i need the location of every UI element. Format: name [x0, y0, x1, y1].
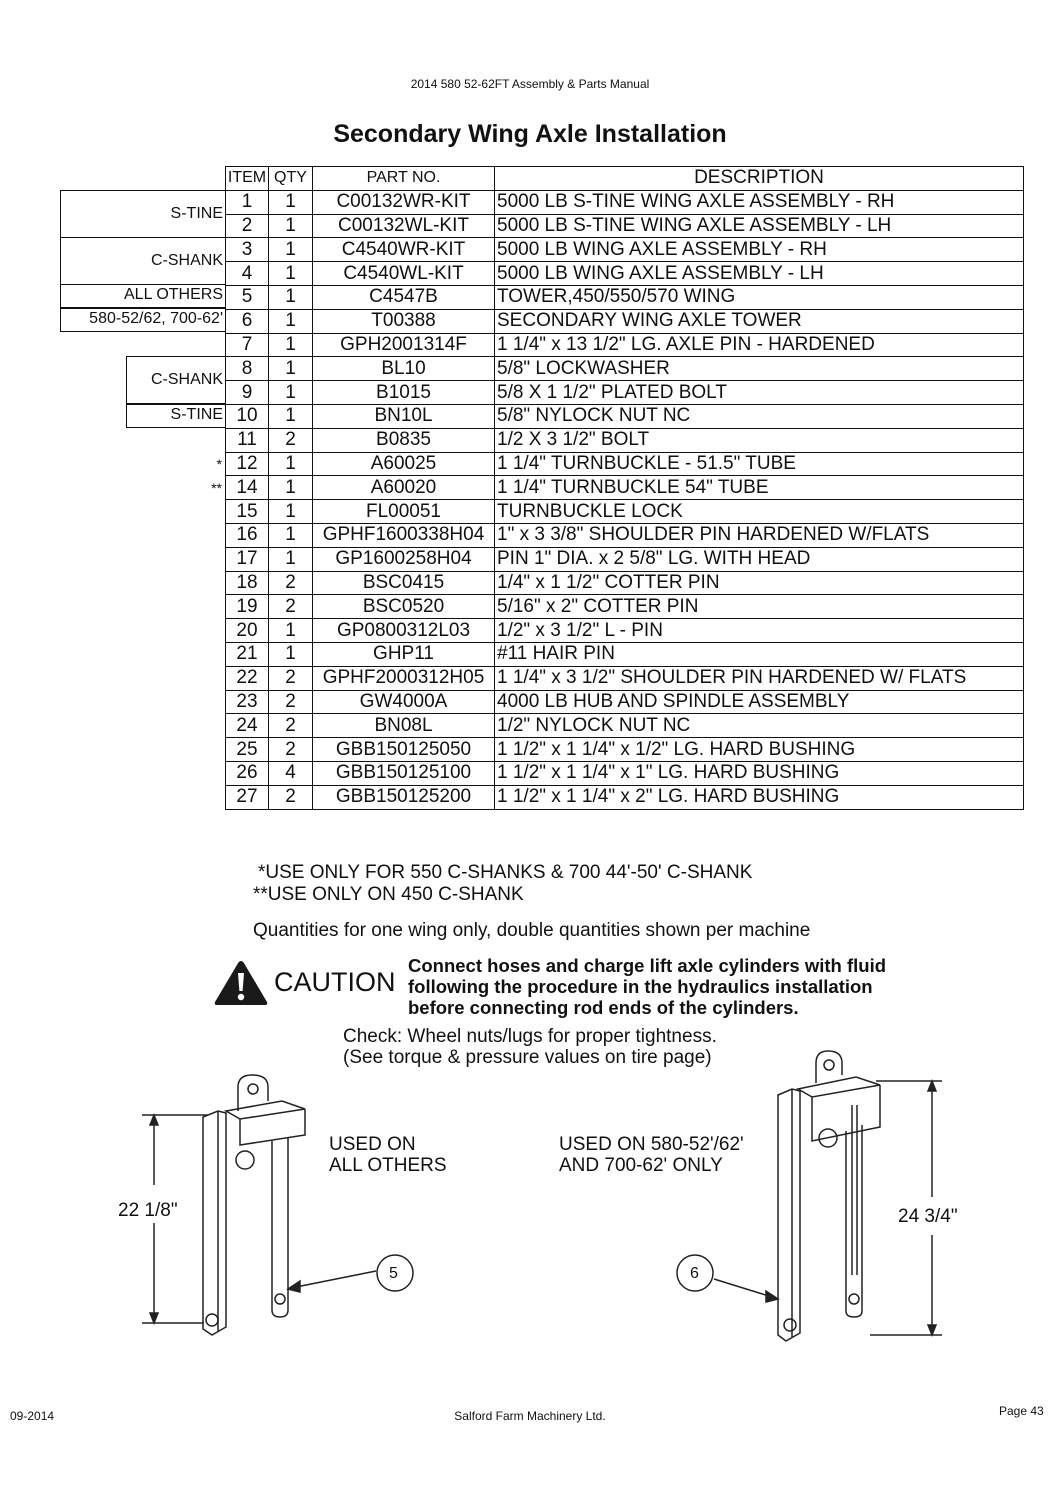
right-figure-label-line-2: AND 700-62' ONLY	[559, 1155, 723, 1176]
part-number-cell: C00132WL-KIT	[313, 214, 495, 238]
qty-cell: 1	[269, 333, 313, 357]
part-number-cell: C4540WL-KIT	[313, 262, 495, 286]
item-cell: 20	[226, 619, 269, 643]
qty-cell: 1	[269, 381, 313, 405]
footer-page-number: Page 43	[999, 1404, 1044, 1418]
item-cell: 4	[226, 262, 269, 286]
description-cell: 5000 LB WING AXLE ASSEMBLY - RH	[495, 238, 1024, 262]
item-cell: 3	[226, 238, 269, 262]
table-row	[226, 333, 1024, 357]
item-cell: 10	[226, 404, 269, 428]
qty-cell: 2	[269, 690, 313, 714]
left-figure-dimension: 22 1/8"	[118, 1200, 178, 1221]
item-cell: 1	[226, 190, 269, 214]
table-row	[226, 309, 1024, 333]
item-cell: 8	[226, 357, 269, 381]
quantities-note: Quantities for one wing only, double quantities shown per machine	[253, 920, 811, 941]
table-row	[226, 523, 1024, 547]
description-cell: 1 1/4" x 3 1/2" SHOULDER PIN HARDENED W/ FLATS	[495, 666, 1024, 690]
qty-cell: 1	[269, 309, 313, 333]
table-row	[226, 357, 1024, 381]
part-number-cell: C4547B	[313, 285, 495, 309]
part-number-cell: BN08L	[313, 714, 495, 738]
qty-cell: 2	[269, 714, 313, 738]
part-number-cell: B0835	[313, 428, 495, 452]
left-figure-label-line-2: ALL OTHERS	[329, 1155, 447, 1176]
qty-cell: 2	[269, 595, 313, 619]
group-label-stine-hardware: S-TINE	[126, 404, 226, 428]
description-cell: 1 1/4" TURNBUCKLE 54" TUBE	[495, 476, 1024, 500]
description-cell: 1/2" x 3 1/2" L - PIN	[495, 619, 1024, 643]
qty-cell: 1	[269, 262, 313, 286]
part-number-cell: C00132WR-KIT	[313, 190, 495, 214]
description-cell: TOWER,450/550/570 WING	[495, 285, 1024, 309]
right-figure-dimension: 24 3/4"	[898, 1206, 958, 1227]
item-cell: 7	[226, 333, 269, 357]
group-label-stine: S-TINE	[60, 190, 226, 238]
parts-table	[225, 166, 1024, 810]
qty-cell: 1	[269, 214, 313, 238]
qty-cell: 1	[269, 476, 313, 500]
table-row	[226, 452, 1024, 476]
table-row	[226, 738, 1024, 762]
item-cell: 24	[226, 714, 269, 738]
table-row	[226, 785, 1024, 809]
check-line-1: Check: Wheel nuts/lugs for proper tightness.	[343, 1026, 717, 1047]
description-cell: 4000 LB HUB AND SPINDLE ASSEMBLY	[495, 690, 1024, 714]
qty-cell: 2	[269, 571, 313, 595]
group-label-models: 580-52/62, 700-62'	[60, 308, 226, 332]
part-number-cell: FL00051	[313, 500, 495, 524]
part-number-cell: BL10	[313, 357, 495, 381]
item-cell: 23	[226, 690, 269, 714]
qty-cell: 1	[269, 452, 313, 476]
part-number-cell: GP1600258H04	[313, 547, 495, 571]
item-cell: 17	[226, 547, 269, 571]
qty-cell: 1	[269, 642, 313, 666]
part-number-cell: A60020	[313, 476, 495, 500]
qty-cell: 1	[269, 238, 313, 262]
item-cell: 12	[226, 452, 269, 476]
part-number-cell: GPHF2000312H05	[313, 666, 495, 690]
description-cell: 1" x 3 3/8" SHOULDER PIN HARDENED W/FLATS	[495, 523, 1024, 547]
item-cell: 9	[226, 381, 269, 405]
right-figure-callout-number: 6	[690, 1265, 699, 1282]
description-cell: SECONDARY WING AXLE TOWER	[495, 309, 1024, 333]
page-title: Secondary Wing Axle Installation	[333, 120, 727, 148]
footnote-double-star: **USE ONLY ON 450 C-SHANK	[253, 884, 524, 905]
table-row	[226, 190, 1024, 214]
table-row	[226, 619, 1024, 643]
caution-line-3: before connecting rod ends of the cylinders.	[408, 997, 799, 1018]
table-row	[226, 404, 1024, 428]
check-line-2: (See torque & pressure values on tire page)	[343, 1047, 712, 1068]
table-row	[226, 500, 1024, 524]
part-number-cell: A60025	[313, 452, 495, 476]
part-number-cell: GHP11	[313, 642, 495, 666]
caution-line-2: following the procedure in the hydraulics installation	[408, 976, 873, 997]
part-number-cell: GBB150125200	[313, 785, 495, 809]
left-figure-callout-number: 5	[389, 1265, 398, 1282]
caution-label: CAUTION	[274, 967, 396, 997]
part-number-cell: BN10L	[313, 404, 495, 428]
table-row	[226, 381, 1024, 405]
description-cell: PIN 1" DIA. x 2 5/8" LG. WITH HEAD	[495, 547, 1024, 571]
table-row	[226, 571, 1024, 595]
item-cell: 14	[226, 476, 269, 500]
right-figure-label-line-1: USED ON 580-52'/62'	[559, 1134, 744, 1155]
qty-cell: 1	[269, 190, 313, 214]
table-row	[226, 476, 1024, 500]
footnote-single-star: *USE ONLY FOR 550 C-SHANKS & 700 44'-50' C-SHANK	[258, 862, 753, 883]
footer-company: Salford Farm Machinery Ltd.	[454, 1409, 606, 1423]
table-row	[226, 595, 1024, 619]
item-cell: 26	[226, 761, 269, 785]
table-row	[226, 214, 1024, 238]
qty-cell: 2	[269, 666, 313, 690]
item-cell: 6	[226, 309, 269, 333]
qty-cell: 2	[269, 785, 313, 809]
column-header-part-no: PART NO.	[313, 167, 495, 191]
description-cell: 1 1/4" TURNBUCKLE - 51.5" TUBE	[495, 452, 1024, 476]
qty-cell: 1	[269, 500, 313, 524]
qty-cell: 4	[269, 761, 313, 785]
table-row	[226, 285, 1024, 309]
description-cell: 5/8" LOCKWASHER	[495, 357, 1024, 381]
description-cell: 5/16" x 2" COTTER PIN	[495, 595, 1024, 619]
item-cell: 27	[226, 785, 269, 809]
description-cell: 5000 LB WING AXLE ASSEMBLY - LH	[495, 262, 1024, 286]
footnote-mark-single: *	[216, 456, 222, 472]
description-cell: TURNBUCKLE LOCK	[495, 500, 1024, 524]
table-row	[226, 428, 1024, 452]
qty-cell: 1	[269, 547, 313, 571]
item-cell: 15	[226, 500, 269, 524]
description-cell: #11 HAIR PIN	[495, 642, 1024, 666]
qty-cell: 1	[269, 523, 313, 547]
item-cell: 11	[226, 428, 269, 452]
left-figure-label-line-1: USED ON	[329, 1134, 416, 1155]
group-label-cshank-hardware: C-SHANK	[126, 356, 226, 404]
item-cell: 22	[226, 666, 269, 690]
group-label-cshank: C-SHANK	[60, 237, 226, 285]
part-number-cell: BSC0520	[313, 595, 495, 619]
part-number-cell: GP0800312L03	[313, 619, 495, 643]
part-number-cell: GBB150125050	[313, 738, 495, 762]
item-cell: 5	[226, 285, 269, 309]
item-cell: 16	[226, 523, 269, 547]
qty-cell: 1	[269, 285, 313, 309]
footer-date: 09-2014	[10, 1409, 55, 1423]
description-cell: 1/4" x 1 1/2" COTTER PIN	[495, 571, 1024, 595]
table-row	[226, 547, 1024, 571]
qty-cell: 1	[269, 404, 313, 428]
caution-line-1: Connect hoses and charge lift axle cylinders with fluid	[408, 955, 887, 976]
qty-cell: 1	[269, 357, 313, 381]
description-cell: 1/2" NYLOCK NUT NC	[495, 714, 1024, 738]
item-cell: 19	[226, 595, 269, 619]
column-header-qty: QTY	[269, 167, 313, 191]
description-cell: 1 1/2" x 1 1/4" x 1/2" LG. HARD BUSHING	[495, 738, 1024, 762]
column-header-item: ITEM	[226, 167, 269, 191]
description-cell: 1/2 X 3 1/2" BOLT	[495, 428, 1024, 452]
description-cell: 5000 LB S-TINE WING AXLE ASSEMBLY - LH	[495, 214, 1024, 238]
item-cell: 25	[226, 738, 269, 762]
table-row	[226, 690, 1024, 714]
page-header: 2014 580 52-62FT Assembly & Parts Manual	[410, 77, 650, 91]
description-cell: 5000 LB S-TINE WING AXLE ASSEMBLY - RH	[495, 190, 1024, 214]
description-cell: 1 1/2" x 1 1/4" x 2" LG. HARD BUSHING	[495, 785, 1024, 809]
description-cell: 1 1/2" x 1 1/4" x 1" LG. HARD BUSHING	[495, 761, 1024, 785]
part-number-cell: BSC0415	[313, 571, 495, 595]
table-row	[226, 642, 1024, 666]
footnote-mark-double: **	[211, 480, 222, 496]
part-number-cell: GPH2001314F	[313, 333, 495, 357]
qty-cell: 1	[269, 619, 313, 643]
table-row	[226, 262, 1024, 286]
part-number-cell: GPHF1600338H04	[313, 523, 495, 547]
table-row	[226, 761, 1024, 785]
part-number-cell: GW4000A	[313, 690, 495, 714]
column-header-description: DESCRIPTION	[495, 167, 1024, 191]
description-cell: 5/8" NYLOCK NUT NC	[495, 404, 1024, 428]
group-label-all-others: ALL OTHERS	[60, 284, 226, 308]
table-row	[226, 666, 1024, 690]
part-number-cell: T00388	[313, 309, 495, 333]
table-row	[226, 238, 1024, 262]
part-number-cell: GBB150125100	[313, 761, 495, 785]
qty-cell: 2	[269, 738, 313, 762]
part-number-cell: B1015	[313, 381, 495, 405]
item-cell: 21	[226, 642, 269, 666]
table-header-row	[226, 167, 1024, 191]
part-number-cell: C4540WR-KIT	[313, 238, 495, 262]
warning-triangle-icon	[212, 958, 270, 1008]
table-row	[226, 714, 1024, 738]
description-cell: 5/8 X 1 1/2" PLATED BOLT	[495, 381, 1024, 405]
qty-cell: 2	[269, 428, 313, 452]
item-cell: 2	[226, 214, 269, 238]
tower-drawing-item-6	[660, 1045, 970, 1345]
item-cell: 18	[226, 571, 269, 595]
description-cell: 1 1/4" x 13 1/2" LG. AXLE PIN - HARDENED	[495, 333, 1024, 357]
